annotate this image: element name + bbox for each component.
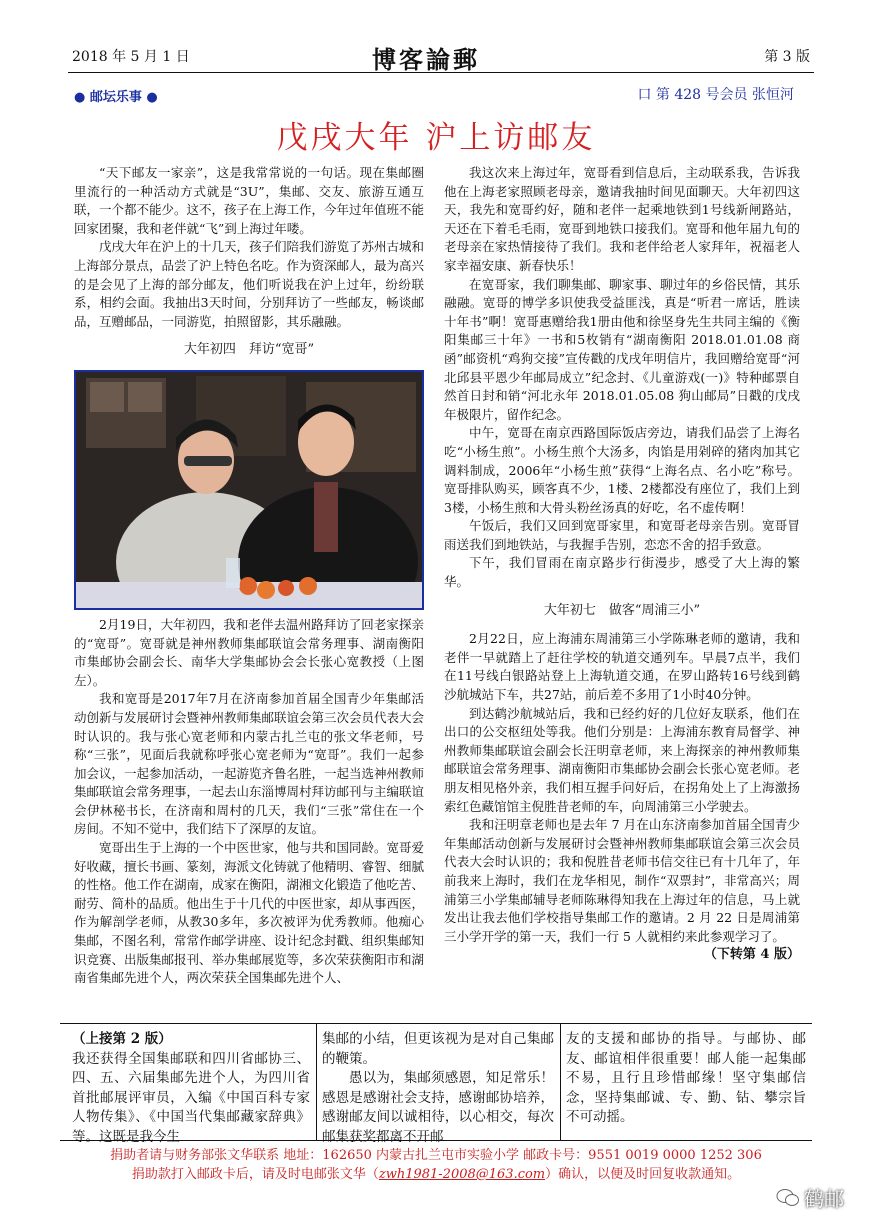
paragraph: 下午，我们冒雨在南京路步行街漫步，感受了大上海的繁华。 [444,555,800,590]
wechat-icon [776,1188,800,1208]
paragraph: 我还获得全国集邮联和四川省邮协三、四、五、六届集邮先进个人，为四川省首批邮展评审员，入编《中国百科专家人物传集》、《中国当代集邮藏家辞典》等。这既是我今生 [72,1050,310,1145]
issue-date: 2018 年 5 月 1 日 [72,49,190,65]
header-rule [68,72,814,73]
right-column [444,164,800,965]
footer-text: 捐助款打入邮政卡后，请及时电邮张文华（ [131,1167,379,1182]
paragraph: 戊戌大年在沪上的十几天，孩子们陪我们游览了苏州古城和上海部分景点，品尝了沪上特色名吃。作为资深邮人，最为高兴的是会见了上海的部分邮友，他们听说我在沪上过年，纷纷联系，相约会面。我抽出3天时间，分别拜访了一些邮友，畅谈邮品，互赠邮品，一同游览，拍照留影，其乐融融。 [74,239,425,329]
continuation-col-3 [566,1030,806,1128]
continued-note: （下转第 4 版） [703,947,800,963]
page-number: 第 3 版 [764,49,810,65]
continuation-box [60,1023,812,1145]
watermark [776,1183,844,1212]
paragraph: 到达鹤沙航城站后，我和已经约好的几位好友联系，他们在出口的公交枢纽处等我。他们分别是：上海浦东教育局督学、神州教师集邮联谊会副会长汪明章老师，来上海探亲的神州教师集邮联谊会常务理事、湖南衡阳市集邮协会副会长张心宽老师。老朋友相见格外亲，我们相互握手问好后，在拐角处上了上海激扬索红色藏馆馆主倪胜昔老师的车，向周浦第三小学驶去。 [444,705,800,814]
section-tag [74,86,158,105]
paragraph: 友的支援和邮协的指导。与邮协、邮友、邮谊相伴很重要！邮人能一起集邮不易，且行且珍惜邮缘！坚守集邮信念，坚持集邮诚、专、勤、钻、攀宗旨不可动摇。 [566,1031,806,1125]
photo [74,370,424,610]
paragraph: 愚以为，集邮须感恩，知足常乐！感恩是感谢社会支持，感谢邮协培养，感谢邮友间以诚相待，以心相交，每次邮集获奖都离不开邮 [322,1070,554,1145]
email-link[interactable]: zwh1981-2008@163.com [378,1167,546,1182]
continuation-col-2 [322,1030,554,1147]
column-divider [560,1024,561,1140]
continued-from: （上接第 2 版） [72,1031,172,1047]
paragraph: 宽哥出生于上海的一个中医世家，他与共和国同龄。宽哥爱好收藏，擅长书画、篆刻，海派文化铸就了他精明、睿智、细腻的性格。他工作在湖南，成家在衡阳，湖湘文化锻造了他吃苦、耐劳、简朴的品质。他出生于十几代的中医世家，却从事西医，作为解剖学老师，从教30多年，多次被评为优秀教师。他痴心集邮，不图名利，常常作邮学讲座、设计纪念封戳、组织集邮知识竞赛、出版集邮报刊、举办集邮展览等，多次荣获衡阳市和湖南省集邮先进个人，两次荣获全国集邮先进个人、 [74,840,425,986]
bullet-icon: ● [74,90,86,105]
bullet-icon: ● [146,90,158,105]
left-column [74,164,424,988]
paragraph: 在宽哥家，我们聊集邮、聊家事、聊过年的乡俗民情，其乐融融。宽哥的博学多识使我受益匪浅，真是“听君一席话，胜读十年书”啊！宽哥惠赠给我1册由他和徐坚身先生共同主编的《衡阳集邮三十年》一书和5枚销有“湖南衡阳 2018.01.01.08 商函”邮资机“鸡狗交接”宣传戳的戊戌年明信片，我回赠给宽哥“河北邱县平恩少年邮局成立”纪念封、《儿童游戏(一)》特种邮票自然首日封和销“河北永年 2018.01.05.08 狗山邮局”日戳的戊戌年极限片，留作纪念。 [444,276,800,422]
paragraph: 2月19日，大年初四，我和老伴去温州路拜访了回老家探亲的“宽哥”。宽哥就是神州教师集邮联谊会常务理事、湖南衡阳市集邮协会副会长、南华大学集邮协会会长张心宽教授（上图左）。 [74,616,424,688]
masthead: 博客論郵 [372,45,480,74]
footer-line-1: 捐助者请与财务部张文华联系 地址：162650 内蒙古扎兰屯市实验小学 邮政卡号：9551 0019 0000 1252 306 [110,1148,762,1163]
paragraph: 我和宽哥是2017年7月在济南参加首届全国青少年集邮活动创新与发展研讨会暨神州教师集邮联谊会第三次会员代表大会时认识的。我与张心宽老师和内蒙古扎兰屯的张文华老师，号称“三张”，见面后我就称呼张心宽老师为“宽哥”。我们一起参加会议，一起参加活动，一起游览齐鲁名胜，一起当选神州教师集邮联谊会常务理事，一起去山东淄博周村拜访邮刊与主编联谊会伊林秘书长，在济南和周村的几天，我们“三张”常住在一个房间。不知不觉中，我们结下了深厚的友谊。 [74,691,425,837]
photo-image [76,372,422,608]
continuation-col-1 [72,1030,310,1147]
subhead-day4: 大年初四 拜访“宽哥” [183,342,315,358]
paragraph: “天下邮友一家亲”，这是我常常说的一句话。现在集邮圈里流行的一种活动方式就是“3U”，集邮、交友、旅游互通互联，一个都不能少。这不，孩子在上海工作，今年过年值班不能回家团聚，我和老伴就“飞”到上海过年喽。 [74,165,425,236]
paragraph: 集邮的小结，但更该视为是对自己集邮的鞭策。 [322,1031,554,1067]
paragraph: 我和汪明章老师也是去年 7 月在山东济南参加首届全国青少年集邮活动创新与发展研讨会暨神州教师集邮联谊会第三次会员代表大会时认识的；我和倪胜昔老师书信交往已有十几年了，年前我来上海时，我们在龙华相见，制作“双票封”，非常高兴；周浦第三小学集邮辅导老师陈琳得知我在上海过年的信息，马上就发出让我去他们学校指导集邮工作的邀请。2 月 22 日是周浦第三小学开学的第一天，我们一行 5 人就相约来此参观学习了。 [444,817,800,944]
paragraph: 午饭后，我们又回到宽哥家里，和宽哥老母亲告别。宽哥冒雨送我们到地铁站，与我握手告别，恋恋不舍的招手致意。 [444,518,800,552]
paragraph: 我这次来上海过年，宽哥看到信息后，主动联系我，告诉我他在上海老家照顾老母亲，邀请我抽时间见面聊天。大年初四这天，我先和宽哥约好，随和老伴一起乘地铁到1号线新闸路站，天还在下着毛毛雨，宽哥到地铁口接我们。宽哥和他年届九旬的老母亲在家热情接待了我们。我和老伴给老人家拜年，祝福老人家幸福安康、新春快乐！ [444,165,800,273]
member-line: 口 第 428 号会员 张恒河 [637,87,794,103]
section-tag-label: 邮坛乐事 [89,90,142,105]
column-divider [316,1024,317,1140]
paragraph: 2月22日，应上海浦东周浦第三小学陈琳老师的邀请，我和老伴一早就踏上了赶往学校的轨道交通列车。早晨7点半，我们在11号线白银路站登上上海轨道交通，在罗山路转16号线到鹤沙航城站下车，共27站，前后差不多用了1小时40分钟。 [444,631,800,703]
article-title: 戊戌大年 沪上访邮友 [276,120,596,156]
footer-text: ）确认，以便及时回复收款通知。 [545,1167,741,1182]
donation-footer [60,1146,812,1184]
subhead-day7: 大年初七 做客“周浦三小” [543,602,701,618]
footer-line-2 [60,1165,812,1184]
paragraph: 中午，宽哥在南京西路国际饭店旁边，请我们品尝了上海名吃“小杨生煎”。小杨生煎个大汤多，肉馅是用剁碎的猪肉加其它调料制成，2006年“小杨生煎”获得“上海名点、名小吃”称号。宽哥排队购买，顾客真不少，1楼、2楼都没有座位了，我们上到3楼，小杨生煎和大骨头粉丝汤真的好吃，名不虚传啊！ [444,425,800,515]
watermark-text: 鹤邮 [804,1187,844,1211]
